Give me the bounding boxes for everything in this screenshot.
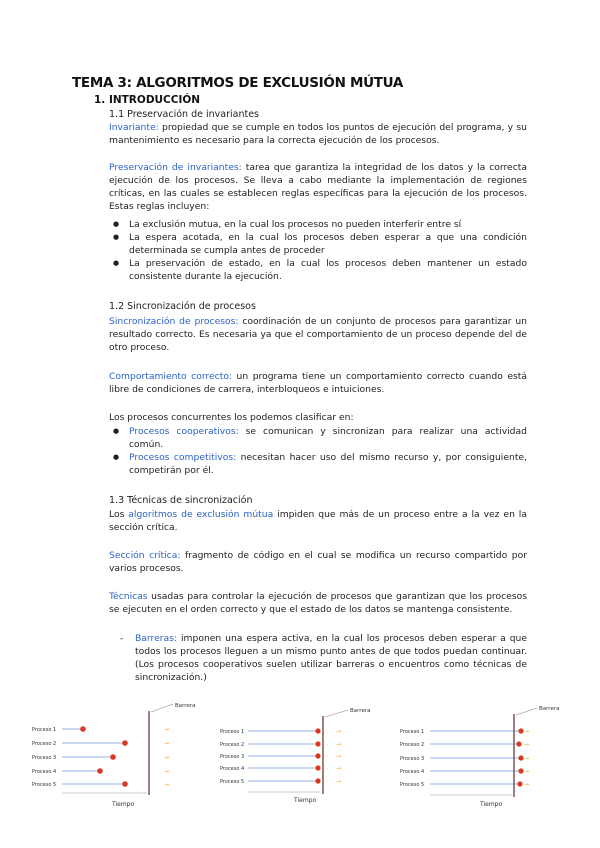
- time-label: Tiempo: [294, 797, 317, 804]
- process-dot: [122, 781, 128, 787]
- process-label: Proceso 5: [220, 779, 245, 785]
- process-dot: [315, 728, 320, 733]
- term-barreras: Barreras:: [135, 633, 178, 644]
- list-item: ● La espera acotada, en la cual los procesos deben esperar a que una condición determinada se cumpla antes de proceder: [109, 231, 527, 257]
- continue-arrow: →: [336, 741, 342, 748]
- process-dot: [315, 753, 320, 758]
- process-dot: [110, 754, 116, 760]
- process-label: Proceso 4: [220, 766, 245, 772]
- dash-bullet: -: [120, 633, 124, 644]
- continue-arrow: →: [164, 754, 170, 761]
- text-preservacion: tarea que garantiza la integridad de los datos y la correcta ejecución de los procesos. Se lleva a cabo mediante la implementación de regiones críticas, en las cuales se establecen reglas específicas para la ejecución de los procesos. Estas reglas incluyen:: [109, 162, 527, 212]
- text-competitivos: necesitan hacer uso del mismo recurso y, por consiguiente, competirán por él.: [129, 452, 527, 476]
- process-dot: [518, 728, 523, 733]
- process-label: Proceso 1: [32, 727, 57, 733]
- section-heading-introduccion: 1. INTRODUCCIÓN: [94, 94, 201, 106]
- continue-arrow: →: [164, 740, 170, 747]
- process-dot: [518, 768, 523, 773]
- process-dot: [517, 781, 522, 786]
- term-algoritmos: algoritmos de exclusión mútua: [128, 509, 274, 520]
- process-label: Proceso 3: [32, 755, 57, 761]
- term-invariante: Invariante:: [109, 122, 159, 133]
- barrier-label: Barrera: [175, 703, 196, 709]
- process-label: Proceso 2: [400, 742, 425, 748]
- waiting-arrow: ·: [327, 754, 329, 760]
- process-label: Proceso 1: [220, 729, 245, 735]
- process-label: Proceso 2: [32, 741, 57, 747]
- process-label: Proceso 3: [220, 754, 245, 760]
- waiting-arrow: ·: [142, 727, 144, 733]
- waiting-arrow: ·: [327, 766, 329, 772]
- page-title: TEMA 3: ALGORITMOS DE EXCLUSIÓN MÚTUA: [72, 75, 404, 91]
- term-comportamiento: Comportamiento correcto:: [109, 371, 233, 382]
- term-preservacion: Preservación de invariantes:: [109, 162, 242, 173]
- continue-arrow: →: [524, 741, 530, 748]
- barrier-pointer: [516, 708, 537, 715]
- continue-arrow: →: [164, 781, 170, 788]
- term-seccion-critica: Sección crítica:: [109, 550, 181, 561]
- diagram-1: [32, 703, 195, 808]
- term-tecnicas: Técnicas: [109, 591, 148, 602]
- text-cooperativos: se comunican y sincronizan para realizar una actividad común.: [129, 426, 527, 450]
- subsection-heading-1-3: 1.3 Técnicas de sincronización: [109, 495, 253, 506]
- text-algoritmos: impiden que más de un proceso entre a la vez en la sección crítica.: [109, 509, 527, 533]
- continue-arrow: →: [524, 728, 530, 735]
- process-label: Proceso 4: [32, 769, 57, 775]
- waiting-arrow: ·: [327, 742, 329, 748]
- process-label: Proceso 4: [400, 769, 425, 775]
- process-dot: [80, 726, 86, 732]
- continue-arrow: →: [336, 765, 342, 772]
- continue-arrow: →: [524, 755, 530, 762]
- process-label: Proceso 3: [400, 756, 425, 762]
- text-los: Los: [109, 509, 129, 520]
- subsection-heading-1-1: 1.1 Preservación de invariantes: [109, 109, 259, 120]
- time-label: Tiempo: [112, 801, 135, 808]
- process-label: Proceso 5: [400, 782, 425, 788]
- continue-arrow: →: [336, 728, 342, 735]
- continue-arrow: →: [524, 768, 530, 775]
- paragraph-clasificacion: Los procesos concurrentes los podemos clasificar en:: [109, 412, 354, 423]
- term-cooperativos: Procesos cooperativos:: [129, 426, 239, 437]
- waiting-arrow: ·: [142, 755, 144, 761]
- waiting-arrow: ·: [327, 779, 329, 785]
- process-dot: [122, 740, 128, 746]
- list-item: ● La exclusión mutua, en la cual los procesos no pueden interferir entre sí: [109, 218, 527, 231]
- text-barreras: imponen una espera activa, en la cual los procesos deben esperar a que todos los procesos lleguen a un mismo punto antes de que todos puedan continuar. (Los procesos cooperativos suelen utilizar barreras o encuentros como técnicas de sincronización.): [135, 633, 527, 683]
- process-label: Proceso 2: [220, 742, 245, 748]
- text-invariante: propiedad que se cumple en todos los puntos de ejecución del programa, y su mantenimiento es necesario para la correcta ejecución de los procesos.: [109, 122, 527, 146]
- text-seccion-critica: fragmento de código en el cual se modifica un recurso compartido por varios procesos.: [109, 550, 527, 574]
- text-comportamiento: un programa tiene un comportamiento correcto cuando está libre de condiciones de carrera, interbloqueos e intuiciones.: [109, 371, 527, 395]
- waiting-arrow: ·: [327, 729, 329, 735]
- text-tecnicas: usadas para controlar la ejecución de procesos que garantizan que los procesos se ejecuten en el orden correcto y que el estado de los datos se mantenga consistente.: [109, 591, 527, 615]
- diagram-3: [400, 706, 559, 808]
- barrier-pointer: [325, 710, 348, 717]
- waiting-arrow: ·: [142, 741, 144, 747]
- barrier-label: Barrera: [539, 706, 560, 712]
- process-dot: [97, 768, 103, 774]
- process-label: Proceso 5: [32, 782, 57, 788]
- process-dot: [315, 765, 320, 770]
- waiting-arrow: ·: [142, 782, 144, 788]
- process-dot: [315, 741, 320, 746]
- subsection-heading-1-2: 1.2 Sincronización de procesos: [109, 301, 256, 312]
- continue-arrow: →: [336, 778, 342, 785]
- term-competitivos: Procesos competitivos:: [129, 452, 237, 463]
- continue-arrow: →: [164, 726, 170, 733]
- time-label: Tiempo: [480, 801, 503, 808]
- term-sincronizacion: Sincronización de procesos:: [109, 316, 239, 327]
- process-dot: [518, 755, 523, 760]
- diagram-2: [220, 708, 370, 804]
- text-sincronizacion: coordinación de un conjunto de procesos para garantizar un resultado correcto. Es necesaria ya que el comportamiento de un proceso depende del de otro proceso.: [109, 316, 527, 353]
- waiting-arrow: ·: [142, 769, 144, 775]
- list-item: ● La preservación de estado, en la cual los procesos deben mantener un estado consistente durante la ejecución.: [109, 257, 527, 283]
- barrier-label: Barrera: [350, 708, 371, 714]
- continue-arrow: →: [336, 753, 342, 760]
- barrier-pointer: [151, 704, 173, 712]
- continue-arrow: →: [164, 768, 170, 775]
- continue-arrow: →: [524, 781, 530, 788]
- process-dot: [516, 741, 521, 746]
- process-dot: [315, 778, 320, 783]
- process-label: Proceso 1: [400, 729, 425, 735]
